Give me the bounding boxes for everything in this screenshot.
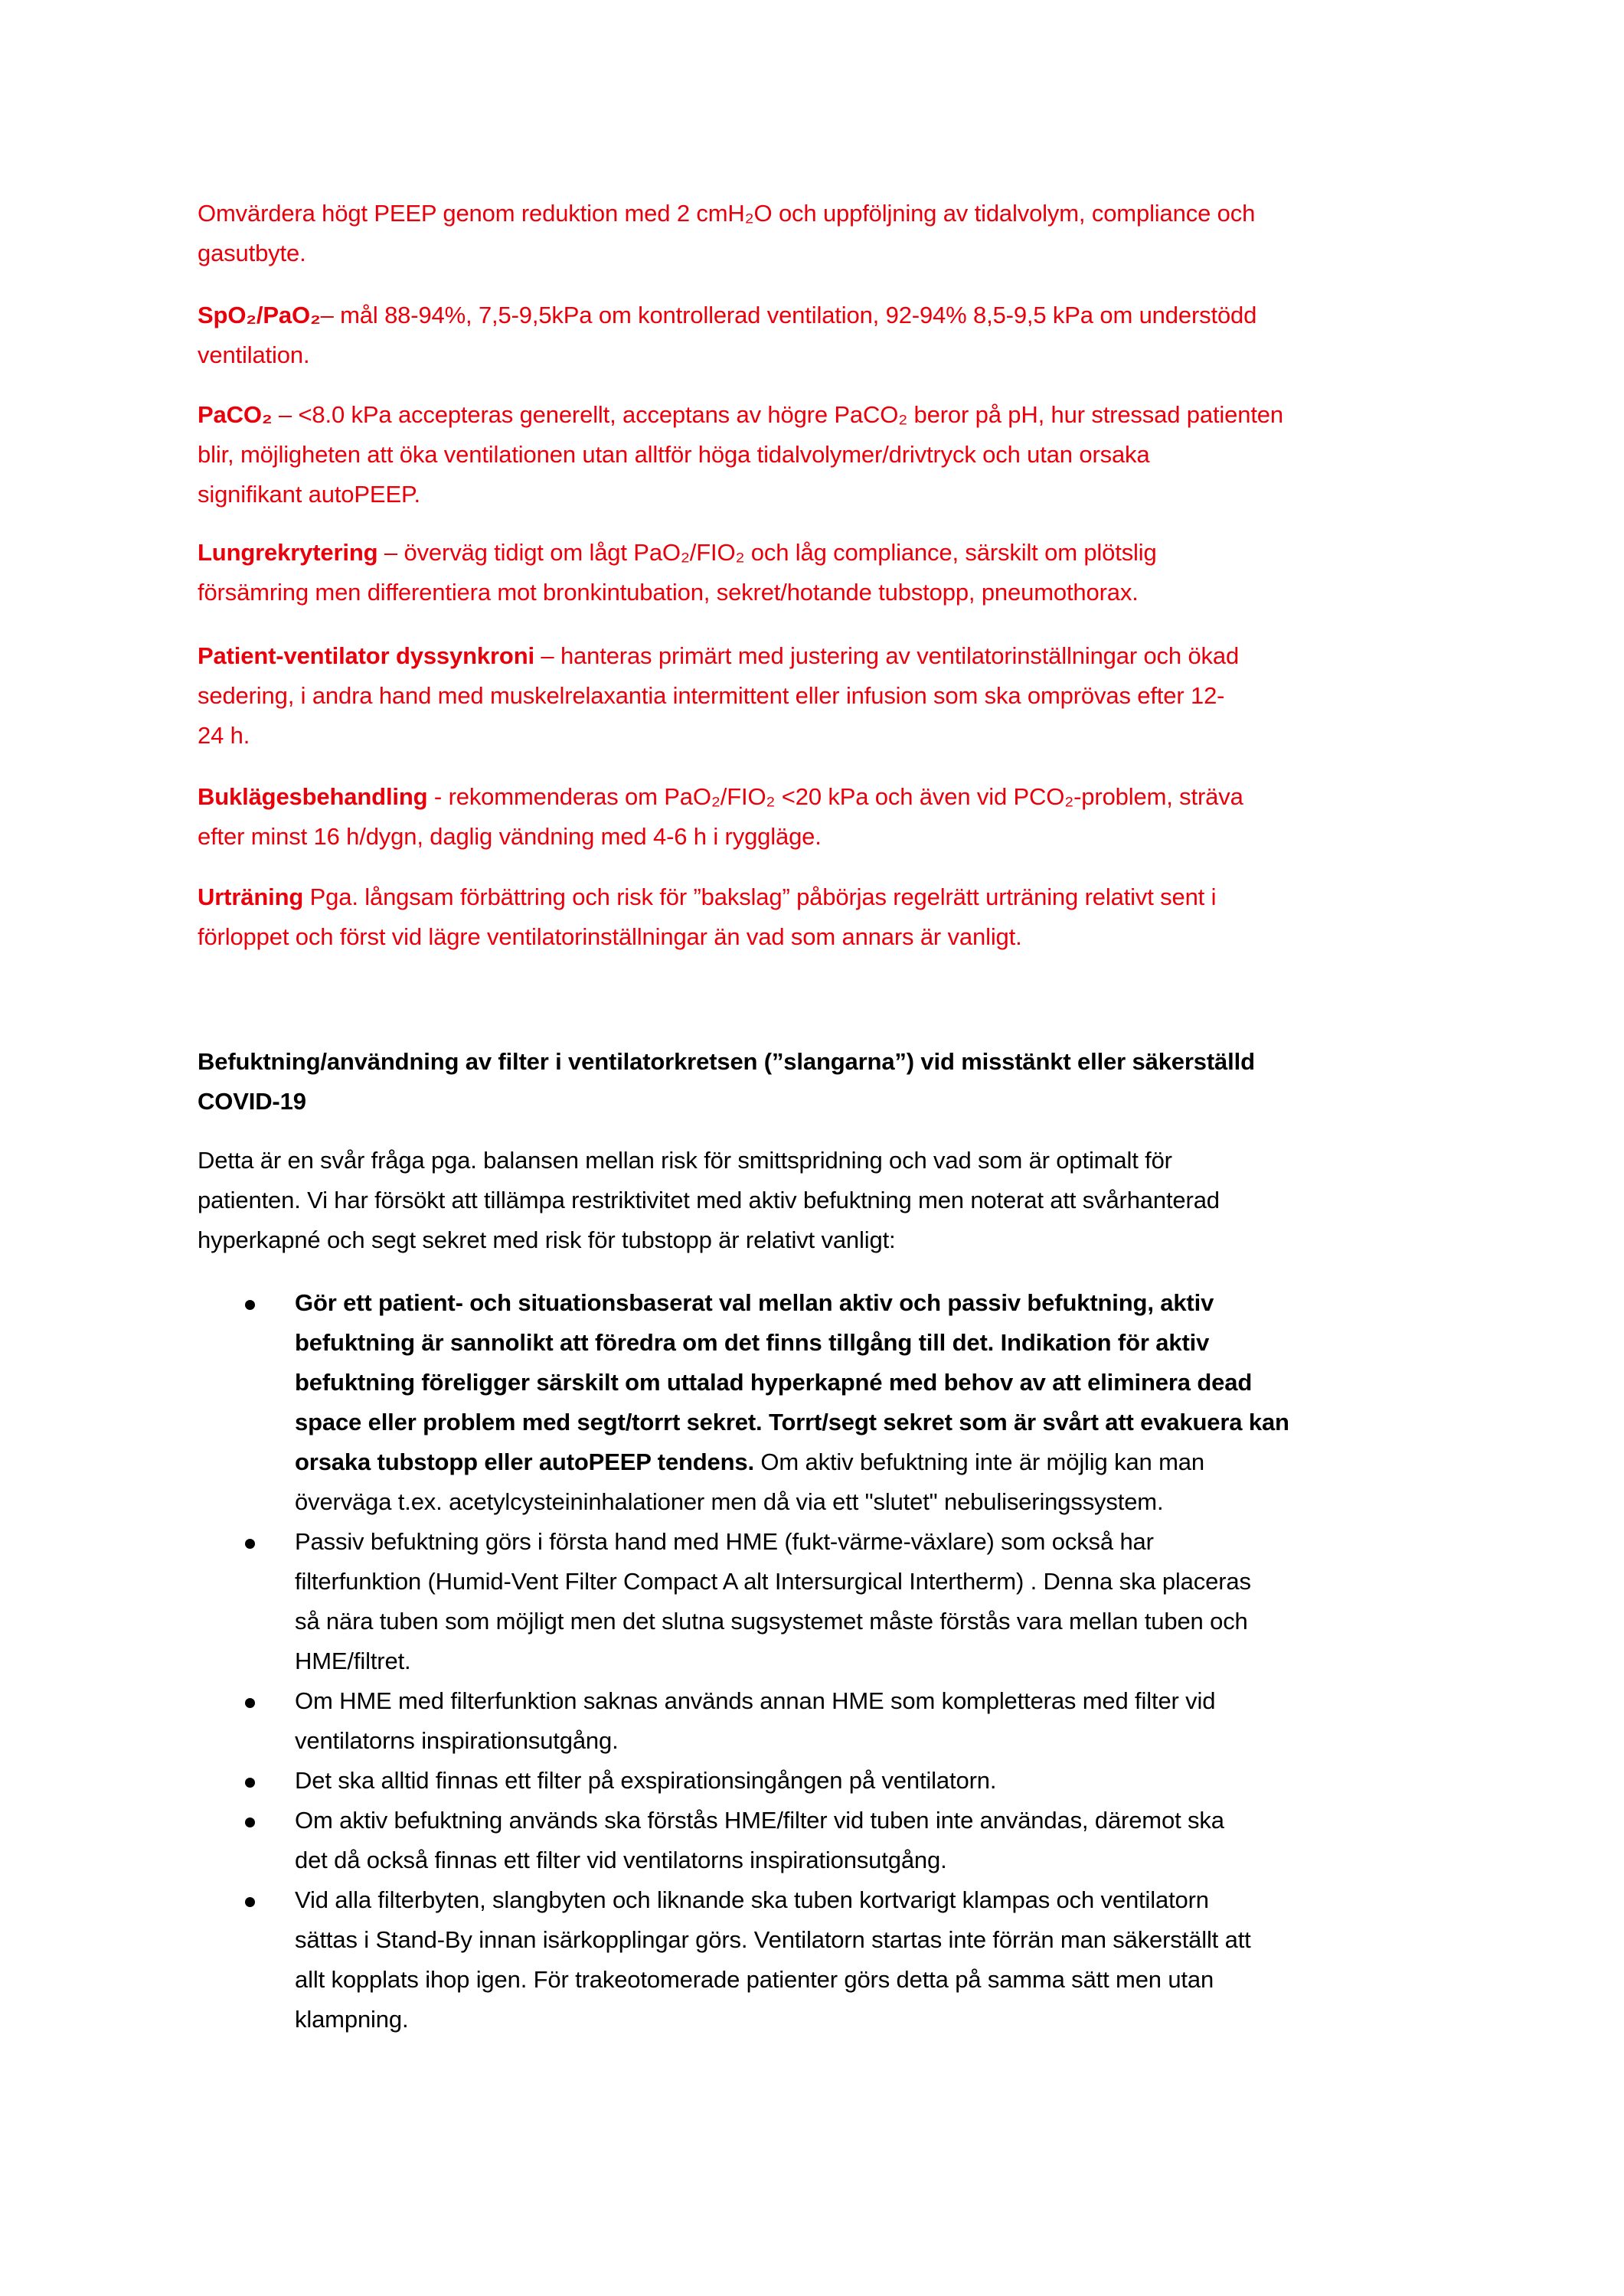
list-item xyxy=(198,1801,1453,1880)
text-line: allt kopplats ihop igen. För trakeotomerade patienter görs detta på samma sätt men utan xyxy=(295,1966,1214,1993)
text-line xyxy=(198,777,1453,817)
text-line: ventilation. xyxy=(198,341,310,368)
text-line: förloppet och först vid lägre ventilatorinställningar än vad som annars är vanligt. xyxy=(198,923,1022,950)
heading-line: Befuktning/användning av filter i ventilatorkretsen (”slangarna”) vid misstänkt eller säkerställd xyxy=(198,1048,1255,1075)
text-run: Om aktiv befuktning inte är möjlig kan man xyxy=(753,1448,1204,1475)
bullet-icon xyxy=(245,1880,257,1920)
text-run: – <8.0 kPa accepteras generellt, acceptans av högre PaCO₂ beror på pH, hur stressad patienten xyxy=(272,401,1283,428)
bullet-icon xyxy=(245,1283,257,1323)
list-item xyxy=(198,1880,1453,2040)
text-run: - rekommenderas om PaO₂/FIO₂ <20 kPa och även vid PCO₂-problem, sträva xyxy=(427,783,1243,810)
text-line: Omvärdera högt PEEP genom reduktion med 2 cmH₂O och uppföljning av tidalvolym, compliance och xyxy=(198,200,1256,227)
bold-run: orsaka tubstopp eller autoPEEP tendens. xyxy=(295,1448,754,1475)
text-line: Om aktiv befuktning används ska förstås HME/filter vid tuben inte användas, däremot ska xyxy=(295,1807,1224,1834)
paragraph-paco2 xyxy=(198,395,1453,514)
text-line xyxy=(198,296,1453,335)
text-line xyxy=(198,877,1453,917)
text-line: patienten. Vi har försökt att tillämpa restriktivitet med aktiv befuktning men noterat att svårhanterad xyxy=(198,1187,1220,1213)
text-run: – hanteras primärt med justering av ventilatorinställningar och ökad xyxy=(534,642,1240,669)
term-paco2: PaCO₂ xyxy=(198,401,273,428)
list-item xyxy=(198,1761,1453,1801)
text-line xyxy=(295,1442,1453,1482)
text-line: så nära tuben som möjligt men det slutna sugsystemet måste förstås vara mellan tuben och xyxy=(295,1608,1248,1635)
text-line: 24 h. xyxy=(198,722,250,749)
text-line: befuktning är sannolikt att föredra om det finns tillgång till det. Indikation för aktiv xyxy=(295,1329,1210,1356)
text-line: filterfunktion (Humid-Vent Filter Compact A alt Intersurgical Intertherm) . Denna ska placeras xyxy=(295,1568,1251,1595)
text-line: HME/filtret. xyxy=(295,1648,411,1674)
text-line: Om HME med filterfunktion saknas används annan HME som kompletteras med filter vid xyxy=(295,1687,1216,1714)
text-line: signifikant autoPEEP. xyxy=(198,481,420,508)
text-line: befuktning föreligger särskilt om uttalad hyperkapné med behov av att eliminera dead xyxy=(295,1369,1253,1396)
bullet-icon xyxy=(245,1801,257,1840)
paragraph-lungrekrytering xyxy=(198,533,1453,612)
text-line: Vid alla filterbyten, slangbyten och liknande ska tuben kortvarigt klampas och ventilatorn xyxy=(295,1886,1209,1913)
term-spo2-pao2: SpO₂/PaO₂ xyxy=(198,302,321,328)
term-dyssynkroni: Patient-ventilator dyssynkroni xyxy=(198,642,534,669)
text-line: klampning. xyxy=(295,2006,409,2033)
section-heading xyxy=(198,1042,1453,1122)
bullet-icon xyxy=(245,1681,257,1721)
intro-paragraph xyxy=(198,1141,1453,1260)
text-line xyxy=(198,636,1453,676)
text-line: sättas i Stand-By innan isärkopplingar görs. Ventilatorn startas inte förrän man säkerställt att xyxy=(295,1926,1251,1953)
heading-line: COVID-19 xyxy=(198,1088,306,1115)
text-run: Pga. långsam förbättring och risk för ”bakslag” påbörjas regelrätt urträning relativt sent i xyxy=(303,883,1217,910)
text-run: – överväg tidigt om lågt PaO₂/FIO₂ och låg compliance, särskilt om plötslig xyxy=(377,539,1157,566)
paragraph-urtraning xyxy=(198,877,1453,957)
recommendation-list xyxy=(198,1283,1453,2040)
paragraph-dyssynkroni xyxy=(198,636,1453,756)
text-line: gasutbyte. xyxy=(198,240,306,266)
text-run: – mål 88-94%, 7,5-9,5kPa om kontrollerad ventilation, 92-94% 8,5-9,5 kPa om understödd xyxy=(320,302,1257,328)
bullet-icon xyxy=(245,1522,257,1562)
bullet-icon xyxy=(245,1761,257,1801)
list-item xyxy=(198,1681,1453,1761)
text-line: det då också finnas ett filter vid ventilatorns inspirationsutgång. xyxy=(295,1847,947,1873)
list-item xyxy=(198,1522,1453,1681)
text-line: hyperkapné och segt sekret med risk för tubstopp är relativt vanligt: xyxy=(198,1226,896,1253)
paragraph-peep xyxy=(198,194,1453,273)
text-line: försämring men differentiera mot bronkintubation, sekret/hotande tubstopp, pneumothorax. xyxy=(198,579,1139,606)
text-line: space eller problem med segt/torrt sekret. Torrt/segt sekret som är svårt att evakuera kan xyxy=(295,1409,1289,1435)
text-line: överväga t.ex. acetylcysteininhalationer men då via ett "slutet" nebuliseringssystem. xyxy=(295,1488,1164,1515)
text-line: Det ska alltid finnas ett filter på exspirationsingången på ventilatorn. xyxy=(295,1767,997,1794)
text-line xyxy=(198,533,1453,573)
text-line: blir, möjligheten att öka ventilationen utan alltför höga tidalvolymer/drivtryck och utan orsaka xyxy=(198,441,1150,468)
text-line: Gör ett patient- och situationsbaserat val mellan aktiv och passiv befuktning, aktiv xyxy=(295,1289,1214,1316)
term-buklagesbehandling: Buklägesbehandling xyxy=(198,783,428,810)
term-urtraning: Urträning xyxy=(198,883,304,910)
text-line: sedering, i andra hand med muskelrelaxantia intermittent eller infusion som ska omprövas efter 12- xyxy=(198,682,1225,709)
paragraph-buklagesbehandling xyxy=(198,777,1453,857)
text-line: ventilatorns inspirationsutgång. xyxy=(295,1727,619,1754)
paragraph-spo2-pao2 xyxy=(198,296,1453,375)
text-line: Detta är en svår fråga pga. balansen mellan risk för smittspridning och vad som är optimalt för xyxy=(198,1147,1172,1174)
term-lungrekrytering: Lungrekrytering xyxy=(198,539,378,566)
text-line: efter minst 16 h/dygn, daglig vändning med 4-6 h i ryggläge. xyxy=(198,823,822,850)
text-line: Passiv befuktning görs i första hand med HME (fukt-värme-växlare) som också har xyxy=(295,1528,1154,1555)
list-item xyxy=(198,1283,1453,1522)
text-line xyxy=(198,395,1453,435)
